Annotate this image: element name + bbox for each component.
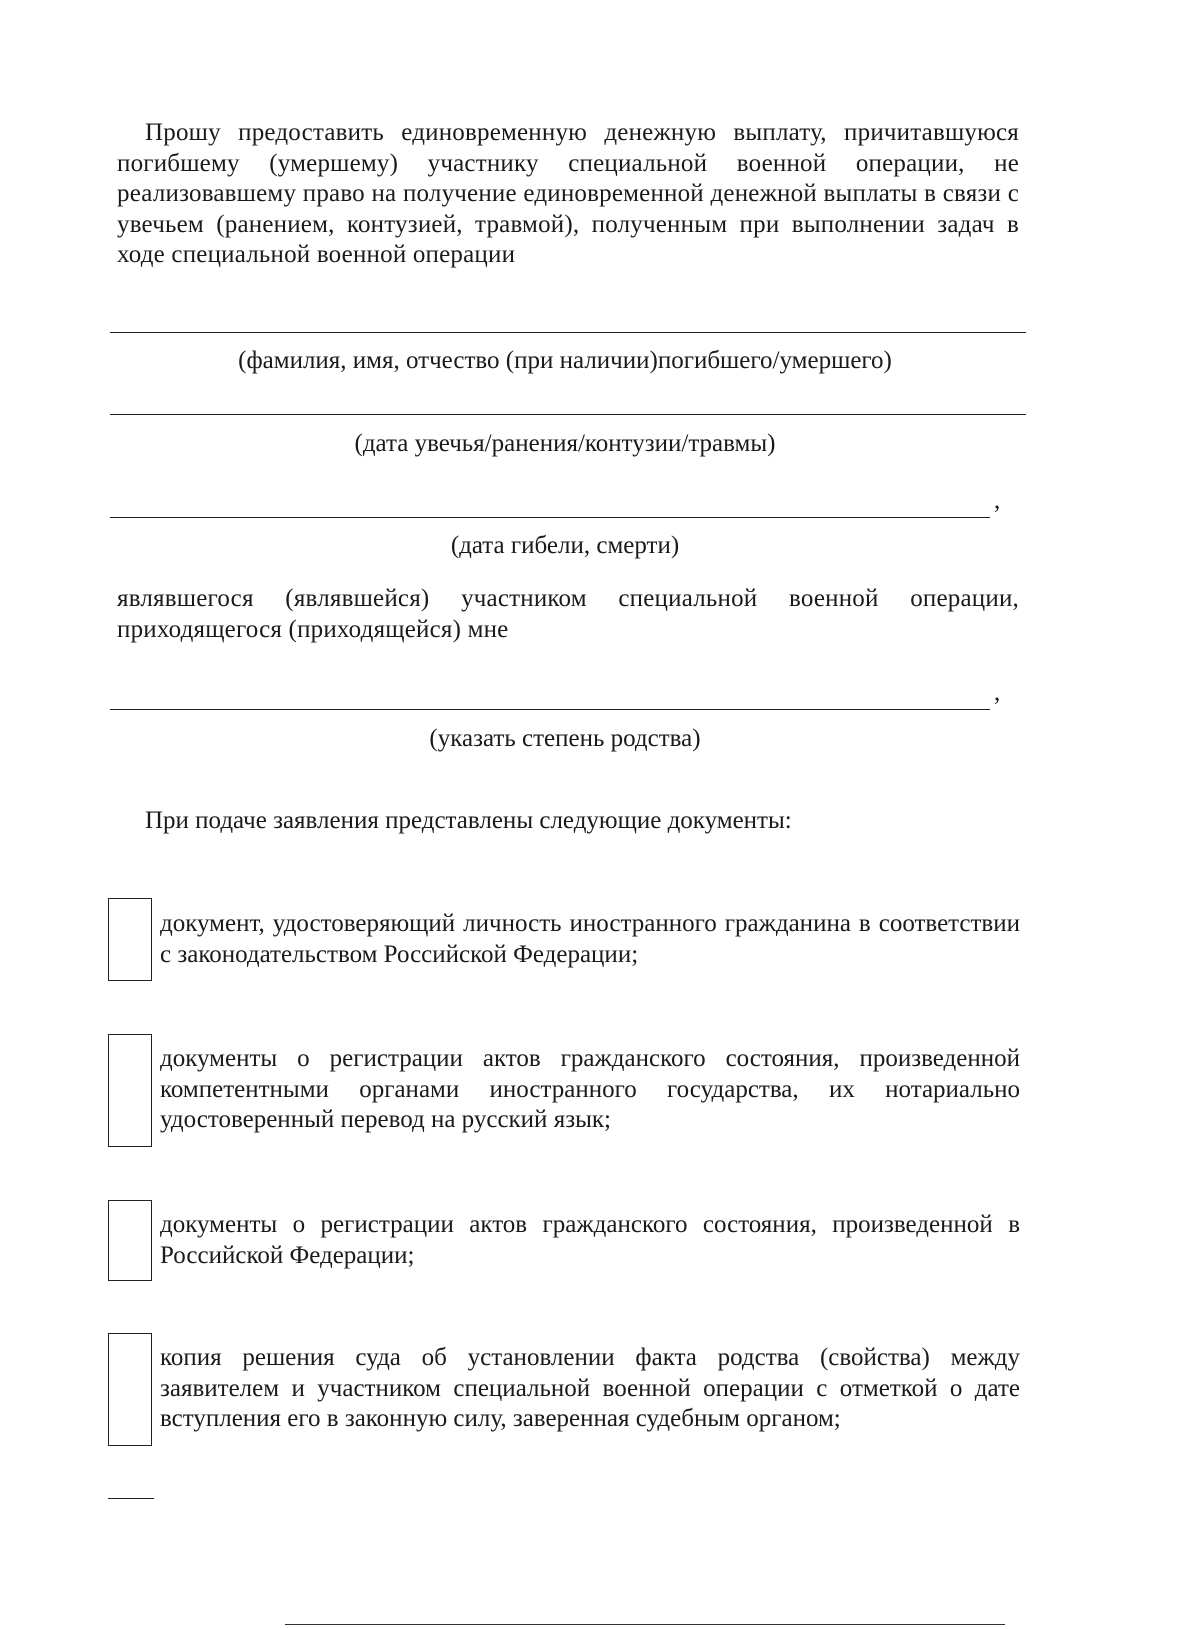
document-item-russian-registration: документы о регистрации актов гражданского состояния, произведенной в Российской Федерации; [160, 1211, 1020, 1269]
participant-paragraph: являвшегося (являвшейся) участником специальной военной операции, приходящегося (приходящейся) мне [117, 585, 1019, 643]
deceased-name-caption: (фамилия, имя, отчество (при наличии)погибшего/умершего) [238, 347, 892, 374]
next-checkbox-edge [108, 1498, 154, 1499]
documents-heading: При подаче заявления представлены следующие документы: [145, 807, 792, 834]
deceased-name-field[interactable] [110, 332, 1026, 333]
death-date-field[interactable] [110, 517, 990, 518]
document-item-court-decision: копия решения суда об установлении факта родства (свойства) между заявителем и участником специальной военной операции с отметкой о дате вступления его в законную силу, заверенная судебным органом; [160, 1344, 1020, 1432]
page-bottom-rule [285, 1624, 1005, 1625]
request-paragraph: Прошу предоставить единовременную денежную выплату, причитавшуюся погибшему (умершему) участнику специальной военной операции, не реализовавшему право на получение единовременной денежной выплаты в связи с увечьем (ранением, контузией, травмой), полученным при выполнении задач в ходе специальной военной операции [117, 119, 1019, 268]
injury-date-field[interactable] [110, 414, 1026, 415]
death-date-comma: , [994, 487, 1001, 514]
death-date-caption: (дата гибели, смерти) [450, 532, 680, 559]
document-item-identity: документ, удостоверяющий личность иностранного гражданина в соответствии с законодательством Российской Федерации; [160, 910, 1020, 968]
relation-field[interactable] [110, 709, 990, 710]
document-checkbox-foreign-registration[interactable] [108, 1034, 152, 1147]
document-checkbox-identity[interactable] [108, 898, 152, 981]
injury-date-caption: (дата увечья/ранения/контузии/травмы) [354, 430, 776, 457]
document-checkbox-court-decision[interactable] [108, 1333, 152, 1446]
document-item-foreign-registration: документы о регистрации актов гражданского состояния, произведенной компетентными органами иностранного государства, их нотариально удостоверенный перевод на русский язык; [160, 1045, 1020, 1133]
document-checkbox-russian-registration[interactable] [108, 1200, 152, 1281]
relation-comma: , [994, 679, 1001, 706]
relation-caption: (указать степень родства) [429, 725, 701, 752]
